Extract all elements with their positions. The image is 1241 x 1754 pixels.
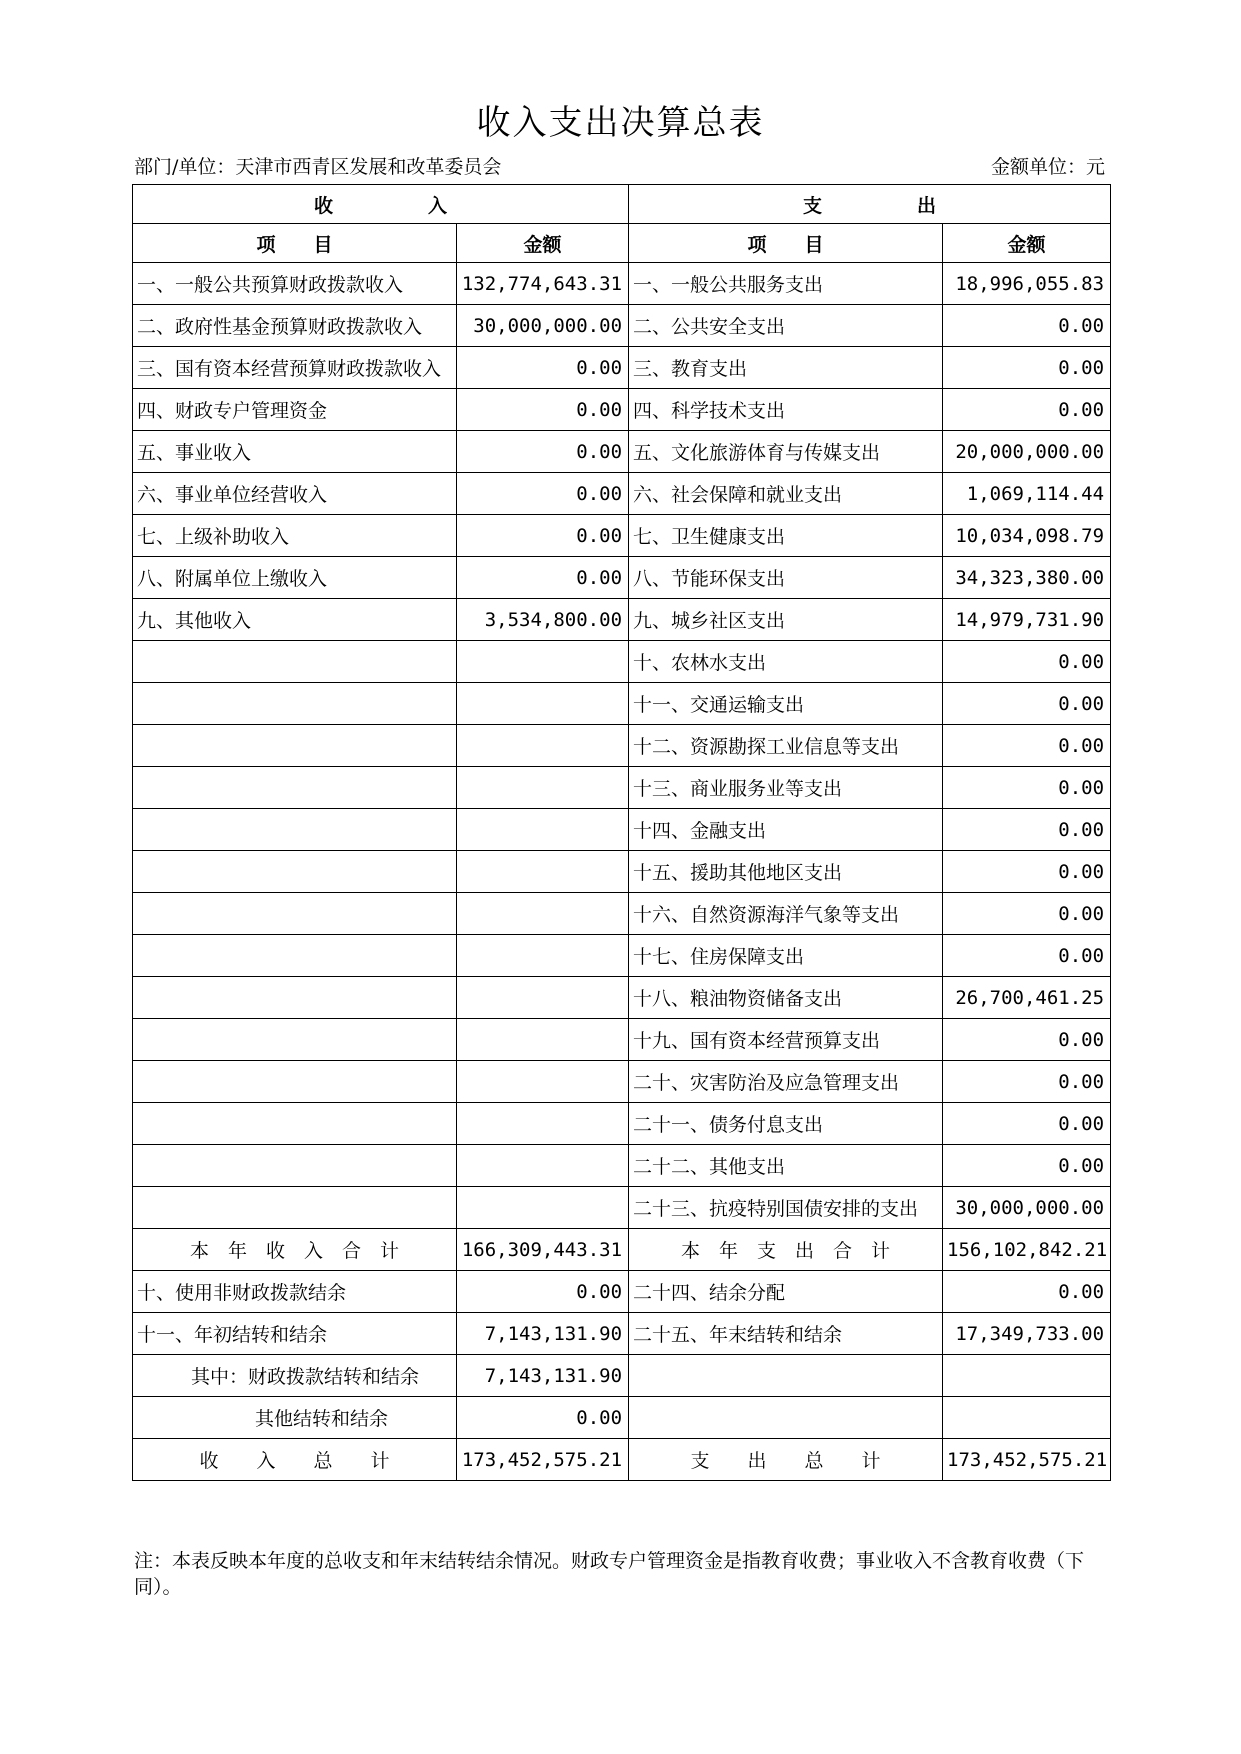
table-row [133, 1019, 1111, 1061]
income-amount-cell: 7,143,131.90 [457, 1313, 629, 1355]
expense-item-cell: 十一、交通运输支出 [629, 683, 943, 725]
table-row [133, 1313, 1111, 1355]
income-amount-cell: 30,000,000.00 [457, 305, 629, 347]
expense-amount-cell: 10,034,098.79 [943, 515, 1111, 557]
income-item-cell [133, 725, 457, 767]
income-item-cell [133, 683, 457, 725]
expense-item-cell: 十、农林水支出 [629, 641, 943, 683]
expense-item-cell: 二、公共安全支出 [629, 305, 943, 347]
income-amount-cell [457, 683, 629, 725]
income-amount-cell [457, 935, 629, 977]
expense-item-cell: 四、科学技术支出 [629, 389, 943, 431]
income-item-cell: 收 入 总 计 [133, 1439, 457, 1481]
income-item-cell: 七、上级补助收入 [133, 515, 457, 557]
table-row [133, 389, 1111, 431]
table-row [133, 1103, 1111, 1145]
income-item-cell [133, 1145, 457, 1187]
expense-amount-cell: 0.00 [943, 347, 1111, 389]
table-row [133, 473, 1111, 515]
income-item-cell [133, 851, 457, 893]
table-row [133, 935, 1111, 977]
table-row [133, 305, 1111, 347]
income-amount-cell: 0.00 [457, 515, 629, 557]
income-amount-cell [457, 1103, 629, 1145]
expense-amount-cell: 156,102,842.21 [943, 1229, 1111, 1271]
income-item-cell [133, 641, 457, 683]
expense-item-cell: 十二、资源勘探工业信息等支出 [629, 725, 943, 767]
table-row [133, 893, 1111, 935]
table-row [133, 683, 1111, 725]
table-row [133, 1229, 1111, 1271]
table-row [133, 557, 1111, 599]
income-amount-cell: 0.00 [457, 347, 629, 389]
expense-amount-cell: 1,069,114.44 [943, 473, 1111, 515]
income-amount-cell [457, 1145, 629, 1187]
expense-amount-cell: 26,700,461.25 [943, 977, 1111, 1019]
department-label: 部门/单位：天津市西青区发展和改革委员会 [134, 156, 502, 178]
income-amount-cell: 0.00 [457, 1397, 629, 1439]
income-amount-cell [457, 1061, 629, 1103]
income-amount-cell: 0.00 [457, 557, 629, 599]
table-row [133, 1439, 1111, 1481]
table-row [133, 1145, 1111, 1187]
income-item-cell: 本 年 收 入 合 计 [133, 1229, 457, 1271]
table-row [133, 1397, 1111, 1439]
income-item-header: 项 目 [133, 224, 457, 263]
income-item-cell: 八、附属单位上缴收入 [133, 557, 457, 599]
income-item-cell: 五、事业收入 [133, 431, 457, 473]
expense-amount-cell: 0.00 [943, 1019, 1111, 1061]
column-header-row [133, 224, 1111, 263]
expense-item-cell: 本 年 支 出 合 计 [629, 1229, 943, 1271]
income-amount-header: 金额 [457, 224, 629, 263]
expense-amount-cell: 0.00 [943, 305, 1111, 347]
expense-amount-cell: 18,996,055.83 [943, 263, 1111, 305]
expense-item-cell: 五、文化旅游体育与传媒支出 [629, 431, 943, 473]
table-row [133, 1271, 1111, 1313]
income-item-cell [133, 977, 457, 1019]
expense-amount-cell: 17,349,733.00 [943, 1313, 1111, 1355]
income-item-cell [133, 1187, 457, 1229]
income-item-cell: 三、国有资本经营预算财政拨款收入 [133, 347, 457, 389]
expense-amount-cell: 0.00 [943, 851, 1111, 893]
income-item-cell: 二、政府性基金预算财政拨款收入 [133, 305, 457, 347]
income-amount-cell [457, 641, 629, 683]
income-amount-cell [457, 1019, 629, 1061]
table-row [133, 347, 1111, 389]
income-item-cell: 九、其他收入 [133, 599, 457, 641]
table-row [133, 809, 1111, 851]
expense-amount-cell: 20,000,000.00 [943, 431, 1111, 473]
expense-item-cell [629, 1397, 943, 1439]
table-row [133, 431, 1111, 473]
income-amount-cell [457, 725, 629, 767]
expense-amount-cell: 34,323,380.00 [943, 557, 1111, 599]
income-amount-cell [457, 1187, 629, 1229]
income-item-cell [133, 767, 457, 809]
expense-amount-cell [943, 1397, 1111, 1439]
income-amount-cell: 166,309,443.31 [457, 1229, 629, 1271]
table-row [133, 725, 1111, 767]
expense-item-cell: 九、城乡社区支出 [629, 599, 943, 641]
expense-amount-cell: 30,000,000.00 [943, 1187, 1111, 1229]
expense-amount-cell: 0.00 [943, 1271, 1111, 1313]
expense-amount-cell: 0.00 [943, 641, 1111, 683]
income-amount-cell: 0.00 [457, 431, 629, 473]
section-header-row [133, 185, 1111, 224]
expense-item-cell: 二十、灾害防治及应急管理支出 [629, 1061, 943, 1103]
income-item-cell: 十、使用非财政拨款结余 [133, 1271, 457, 1313]
page-title: 收入支出决算总表 [476, 103, 765, 143]
income-item-cell [133, 893, 457, 935]
income-amount-cell [457, 851, 629, 893]
expense-item-cell: 十五、援助其他地区支出 [629, 851, 943, 893]
expense-item-cell: 十六、自然资源海洋气象等支出 [629, 893, 943, 935]
income-item-cell [133, 1061, 457, 1103]
income-amount-cell: 0.00 [457, 473, 629, 515]
table-row [133, 641, 1111, 683]
expense-header: 支 出 [629, 185, 1111, 224]
expense-item-cell: 支 出 总 计 [629, 1439, 943, 1481]
table-row [133, 851, 1111, 893]
expense-item-cell [629, 1355, 943, 1397]
table-row [133, 599, 1111, 641]
footnote: 注：本表反映本年度的总收支和年末结转结余情况。财政专户管理资金是指教育收费；事业收入不含教育收费（下同）。 [134, 1550, 1085, 1598]
expense-amount-header: 金额 [943, 224, 1111, 263]
table-row [133, 515, 1111, 557]
expense-item-cell: 二十五、年末结转和结余 [629, 1313, 943, 1355]
income-item-cell: 其中：财政拨款结转和结余 [133, 1355, 457, 1397]
income-item-cell: 六、事业单位经营收入 [133, 473, 457, 515]
expense-item-cell: 十九、国有资本经营预算支出 [629, 1019, 943, 1061]
expense-amount-cell: 0.00 [943, 809, 1111, 851]
expense-item-cell: 二十四、结余分配 [629, 1271, 943, 1313]
table-row [133, 1187, 1111, 1229]
expense-item-cell: 十七、住房保障支出 [629, 935, 943, 977]
budget-table [132, 184, 1111, 1481]
expense-item-cell: 六、社会保障和就业支出 [629, 473, 943, 515]
table-row [133, 263, 1111, 305]
income-amount-cell: 0.00 [457, 1271, 629, 1313]
expense-item-cell: 十八、粮油物资储备支出 [629, 977, 943, 1019]
income-item-cell: 四、财政专户管理资金 [133, 389, 457, 431]
expense-amount-cell: 0.00 [943, 935, 1111, 977]
income-item-cell [133, 809, 457, 851]
expense-item-cell: 一、一般公共服务支出 [629, 263, 943, 305]
income-header: 收 入 [133, 185, 629, 224]
expense-amount-cell: 173,452,575.21 [943, 1439, 1111, 1481]
expense-amount-cell [943, 1355, 1111, 1397]
income-item-cell [133, 1103, 457, 1145]
expense-amount-cell: 0.00 [943, 683, 1111, 725]
expense-amount-cell: 0.00 [943, 725, 1111, 767]
expense-amount-cell: 0.00 [943, 1061, 1111, 1103]
expense-amount-cell: 0.00 [943, 389, 1111, 431]
income-amount-cell [457, 767, 629, 809]
income-amount-cell: 3,534,800.00 [457, 599, 629, 641]
income-item-cell: 十一、年初结转和结余 [133, 1313, 457, 1355]
income-amount-cell [457, 809, 629, 851]
expense-item-header: 项 目 [629, 224, 943, 263]
table-row [133, 767, 1111, 809]
income-amount-cell [457, 977, 629, 1019]
income-amount-cell: 7,143,131.90 [457, 1355, 629, 1397]
table-row [133, 977, 1111, 1019]
expense-item-cell: 十三、商业服务业等支出 [629, 767, 943, 809]
expense-item-cell: 二十三、抗疫特别国债安排的支出 [629, 1187, 943, 1229]
expense-item-cell: 七、卫生健康支出 [629, 515, 943, 557]
table-row [133, 1355, 1111, 1397]
income-amount-cell [457, 893, 629, 935]
income-item-cell [133, 935, 457, 977]
expense-item-cell: 十四、金融支出 [629, 809, 943, 851]
table-row [133, 1061, 1111, 1103]
expense-item-cell: 二十二、其他支出 [629, 1145, 943, 1187]
income-item-cell [133, 1019, 457, 1061]
income-amount-cell: 132,774,643.31 [457, 263, 629, 305]
expense-amount-cell: 14,979,731.90 [943, 599, 1111, 641]
expense-item-cell: 三、教育支出 [629, 347, 943, 389]
expense-amount-cell: 0.00 [943, 893, 1111, 935]
income-amount-cell: 173,452,575.21 [457, 1439, 629, 1481]
expense-item-cell: 二十一、债务付息支出 [629, 1103, 943, 1145]
income-item-cell: 一、一般公共预算财政拨款收入 [133, 263, 457, 305]
expense-amount-cell: 0.00 [943, 1103, 1111, 1145]
income-item-cell: 其他结转和结余 [133, 1397, 457, 1439]
expense-amount-cell: 0.00 [943, 1145, 1111, 1187]
expense-amount-cell: 0.00 [943, 767, 1111, 809]
unit-label: 金额单位：元 [990, 156, 1105, 178]
expense-item-cell: 八、节能环保支出 [629, 557, 943, 599]
income-amount-cell: 0.00 [457, 389, 629, 431]
